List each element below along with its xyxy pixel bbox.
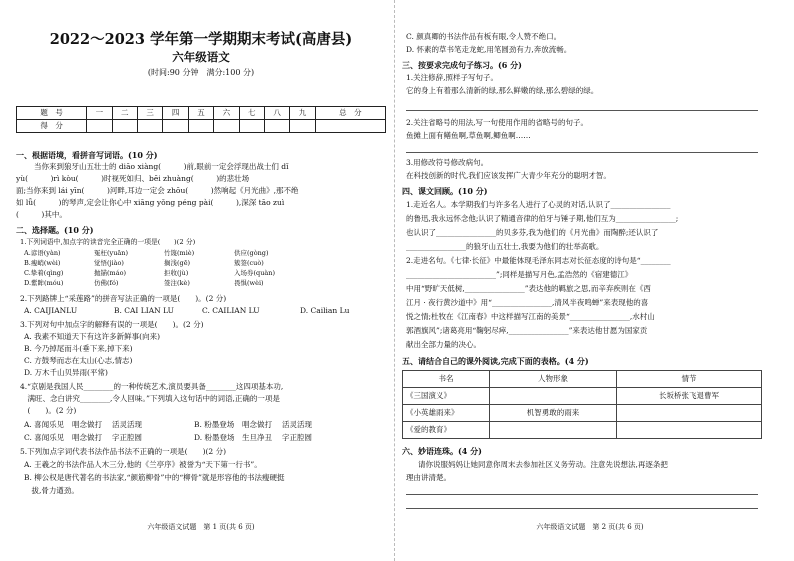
question-4-1-line: 的鲁迅,我永远怀念他;认识了精通音律的伯牙与锤子期,他们互为________________; <box>406 214 679 223</box>
table-cell: 《三国演义》 <box>403 388 490 405</box>
table-cell: 《爱的教育》 <box>403 422 490 439</box>
question-2-1-option-row <box>24 249 304 258</box>
question-2-1-option-row <box>24 279 304 288</box>
option[interactable]: B. 柳公权是唐代著名的书法家,“颜筋柳骨”中的“柳骨”就是形容他的书法瘦硬挺 <box>24 473 285 482</box>
exam-title: 2022～2023 学年第一学期期末考试(高唐县) <box>49 31 353 48</box>
table-header-cell: 书名 <box>403 371 490 388</box>
table-row <box>403 388 762 405</box>
score-cell[interactable] <box>315 120 385 133</box>
question-4-1-line: ________________的狼牙山五壮士,我要为他们的壮举高歌。 <box>406 242 604 251</box>
option-word: 生旦净丑 <box>242 433 272 442</box>
section-1-line: 如 lǚ( )的琴声,定会让你心中 xiāng yǒng péng pài( ),深深 tāo zuì <box>16 198 285 207</box>
table-cell[interactable] <box>617 405 762 422</box>
page-footer: 六年级语文试题 第 1 页(共 6 页) <box>147 523 255 531</box>
option[interactable]: B. 今乃掉尾而斗(垂下来,掉下来) <box>24 344 133 353</box>
option: 冤枉(yuān) <box>94 249 128 257</box>
score-cell[interactable] <box>112 120 137 133</box>
exam-page-2 <box>402 0 778 561</box>
question-4-2-line: 悦之情;杜牧在《江南春》中这样描写江南的美景“________________,水村山 <box>406 312 655 321</box>
option: 供应(gòng) <box>234 249 269 257</box>
option[interactable]: A. 喜闻乐见 <box>24 420 65 429</box>
question-2-4-line: ( )。(2 分) <box>20 406 77 415</box>
answer-line[interactable] <box>406 110 758 111</box>
option[interactable]: D. 怀素的草书笔走龙蛇,用笔圆劲有力,奔放流畅。 <box>406 45 572 54</box>
question-3-2-example: 鱼摊上面有鳝鱼啊,草鱼啊,鲫鱼啊…… <box>406 131 531 140</box>
answer-line[interactable] <box>406 152 758 153</box>
table-cell: 《小英雄雨来》 <box>403 405 490 422</box>
reading-table-header <box>403 371 762 388</box>
section-1-line: 当你来到狼牙山五壮士的 diāo xiàng( )前,眼前一定会浮现出战士们 dǐ <box>34 162 289 171</box>
option[interactable]: A.谚语(yàn) <box>24 249 61 257</box>
question-4-1-line: 1.走近名人。本学期我们与许多名人进行了心灵的对话,认识了________________ <box>406 200 671 209</box>
table-header-cell: 情节 <box>617 371 762 388</box>
score-cell[interactable] <box>188 120 213 133</box>
score-header-cell: 一 <box>87 107 112 120</box>
exam-subtitle: 六年级语文 <box>172 50 230 64</box>
table-cell[interactable] <box>490 388 617 405</box>
score-header-cell: 四 <box>163 107 188 120</box>
question-2-2: 2.下列路牌上“采莲路”的拼音写法正确的一项是( )。(2 分) <box>20 294 227 303</box>
score-header-cell: 题 号 <box>17 107 87 120</box>
score-cell[interactable] <box>137 120 162 133</box>
answer-line[interactable] <box>406 508 758 509</box>
score-cell[interactable] <box>87 120 112 133</box>
question-4-2-line: 郭酒旗风”;诸葛亮用“鞠躬尽瘁,________________”来表达他甘愿为国家贡 <box>406 326 648 335</box>
question-3-2: 2.关注省略号的用法,写一句使用作用的省略号的句子。 <box>406 118 589 127</box>
score-header-cell: 二 <box>112 107 137 120</box>
option-word: 活灵活现 <box>112 420 142 429</box>
option[interactable]: B. CAI LIAN LU <box>114 306 174 315</box>
question-4-2-line: 献出全部力量的决心。 <box>406 340 481 349</box>
score-cell[interactable] <box>214 120 239 133</box>
option[interactable]: C. 颜真卿的书法作品有板有眼,令人赞不绝口。 <box>406 32 562 41</box>
option[interactable]: D. 粉墨登场 <box>194 433 235 442</box>
exam-page-1 <box>16 0 386 561</box>
section-6-heading: 六、妙语连珠。(4 分) <box>402 446 482 456</box>
score-header-cell: 九 <box>290 107 315 120</box>
score-header-cell: 七 <box>239 107 264 120</box>
option: 入场券(quàn) <box>234 269 275 277</box>
table-cell: 机智勇敢的雨来 <box>490 405 617 422</box>
question-2-4-option-row <box>24 420 312 430</box>
option[interactable]: A. CAIJIANLU <box>24 306 78 315</box>
exam-time-score: (时间:90 分钟 满分:100 分) <box>147 68 255 77</box>
table-row <box>403 405 762 422</box>
option: 签注(kè) <box>164 279 190 287</box>
table-cell[interactable] <box>490 422 617 439</box>
option: 抛锚(máo) <box>94 269 127 277</box>
option[interactable]: A. 王羲之的书法作品人木三分,他的《兰亭序》被誉为“天下第一行书”。 <box>24 460 262 469</box>
section-6-prompt: 请你说服妈妈让她同意你周末去参加社区义务劳动。注意先说想法,再逐条把 <box>418 460 668 469</box>
section-1-line: 面;当你来到 lái yīn( )河畔,耳边一定会 zhōu( )然响起《月光曲》,那不绝 <box>16 186 299 195</box>
page-footer: 六年级语文试题 第 2 页(共 6 页) <box>536 523 644 531</box>
option[interactable]: D. Cailian Lu <box>300 306 350 315</box>
option: 搁浅(gē) <box>164 259 191 267</box>
question-4-2-line: 江月 · 夜行黄沙道中》用“________________,清风半夜鸣蝉”来表现他的喜 <box>406 298 649 307</box>
table-header-cell: 人物形象 <box>490 371 617 388</box>
option: 畏惧(wèi) <box>234 279 264 287</box>
score-table <box>16 106 386 133</box>
score-header-cell: 五 <box>188 107 213 120</box>
option: 拒收(jù) <box>164 269 189 277</box>
section-1-line: ( )其中。 <box>16 210 67 219</box>
section-2-heading: 二、选择题。(10 分) <box>16 225 94 235</box>
score-header-cell: 八 <box>264 107 289 120</box>
question-4-2-line: 2.走进名句。《七律·长征》中最能体现毛泽东同志对长征态度的诗句是“________ <box>406 256 671 265</box>
option-word: 唱念做打 <box>242 420 272 429</box>
score-cell[interactable] <box>264 120 289 133</box>
score-row-label: 得 分 <box>17 120 87 133</box>
section-4-heading: 四、课文回顾。(10 分) <box>402 186 488 196</box>
table-cell: 长坂桥张飞退曹军 <box>617 388 762 405</box>
score-cell[interactable] <box>239 120 264 133</box>
question-3-3-example: 在科技创新的时代,我们应该发挥广大青少年充分的聪明才智。 <box>406 171 611 180</box>
option[interactable]: B. 粉墨登场 <box>194 420 235 429</box>
option[interactable]: D.紫眸(móu) <box>24 279 64 287</box>
section-6-prompt: 理由讲清楚。 <box>406 473 451 482</box>
option: 仿佛(fó) <box>94 279 119 287</box>
question-2-1-option-row <box>24 269 304 278</box>
question-3-3: 3.用修改符号修改病句。 <box>406 158 489 167</box>
table-cell[interactable] <box>617 422 762 439</box>
reading-table <box>402 370 762 439</box>
option-word: 唱念做打 <box>72 433 102 442</box>
score-table-header-row <box>17 107 386 120</box>
section-3-heading: 三、按要求完成句子练习。(6 分) <box>402 60 522 70</box>
score-header-cell: 总 分 <box>315 107 385 120</box>
question-4-2-line: ________________________”;同样是描写月色,孟浩然的《宿建德江》 <box>406 270 633 279</box>
option: 竹篾(miè) <box>164 249 195 257</box>
page-divider <box>394 0 395 561</box>
option[interactable]: A. 我素不知道天下有这许多新鲜事(向来) <box>24 332 161 341</box>
option-word: 活灵活现 <box>282 420 312 429</box>
question-2-1: 1.下列词语中,加点字的读音完全正确的一项是( )(2 分) <box>20 238 196 246</box>
table-row <box>403 422 762 439</box>
question-2-3: 3.下列对句中加点字的解释有误的一项是( )。(2 分) <box>20 320 204 329</box>
option[interactable]: C. 喜闻乐见 <box>24 433 65 442</box>
score-header-cell: 六 <box>214 107 239 120</box>
score-table-score-row <box>17 120 386 133</box>
question-2-1-option-row <box>24 259 304 268</box>
score-header-cell: 三 <box>137 107 162 120</box>
option: 觉悟(jiào) <box>94 259 124 267</box>
section-1-heading: 一、根据语境，看拼音写词语。(10 分) <box>16 150 158 160</box>
question-3-1: 1.关注修辞,照样子写句子。 <box>406 73 499 82</box>
question-2-4-option-row <box>24 433 312 443</box>
option-continuation: 拔,骨力遒劲。 <box>24 486 79 495</box>
section-1-line: yù( )rì kòu( )时视死如归、bēi zhuàng( )的悲壮场 <box>16 174 250 183</box>
score-cell[interactable] <box>290 120 315 133</box>
score-cell[interactable] <box>163 120 188 133</box>
option[interactable]: B.瘦峭(wèi) <box>24 259 61 267</box>
option[interactable]: C. CAILIAN LU <box>202 306 260 315</box>
question-4-1-line: 也认识了________________的贝多芬,我为他们的《月光曲》而陶醉;还认识了 <box>406 228 659 237</box>
question-2-4-line: 满旺、念白讲究________,令人回味。”下列填入这句话中的词语,正确的一项是 <box>20 394 280 403</box>
section-5-heading: 五、请结合自己的课外阅读,完成下面的表格。(4 分) <box>402 356 589 366</box>
question-2-4: 4.“京剧是我国人民________的一种传统艺术,演员要具备________这四项基本功, <box>20 382 284 391</box>
answer-line[interactable] <box>406 494 758 495</box>
question-2-2-options <box>24 306 349 316</box>
option[interactable]: C. 方鼓琴而志在太山(心志,情志) <box>24 356 133 365</box>
option[interactable]: C.挚着(qìng) <box>24 269 64 277</box>
option-word: 字正腔圆 <box>112 433 142 442</box>
option: 簇签(cuò) <box>234 259 264 267</box>
question-2-5: 5.下列加点字词代表书法作品书法不正确的一项是( )(2 分) <box>20 447 227 456</box>
question-3-1-example: 它的身上有着那么清新的绿,那么鲜嫩的绿,那么碧绿的绿。 <box>406 86 599 95</box>
question-4-2-line: 中用“野旷天低树,________________”表达他的羁旅之思,而辛弃疾则在《西 <box>406 284 651 293</box>
option-word: 唱念做打 <box>72 420 102 429</box>
option-word: 字正腔圆 <box>282 433 312 442</box>
option[interactable]: D. 万木千山贝异雨(平常) <box>24 368 108 377</box>
